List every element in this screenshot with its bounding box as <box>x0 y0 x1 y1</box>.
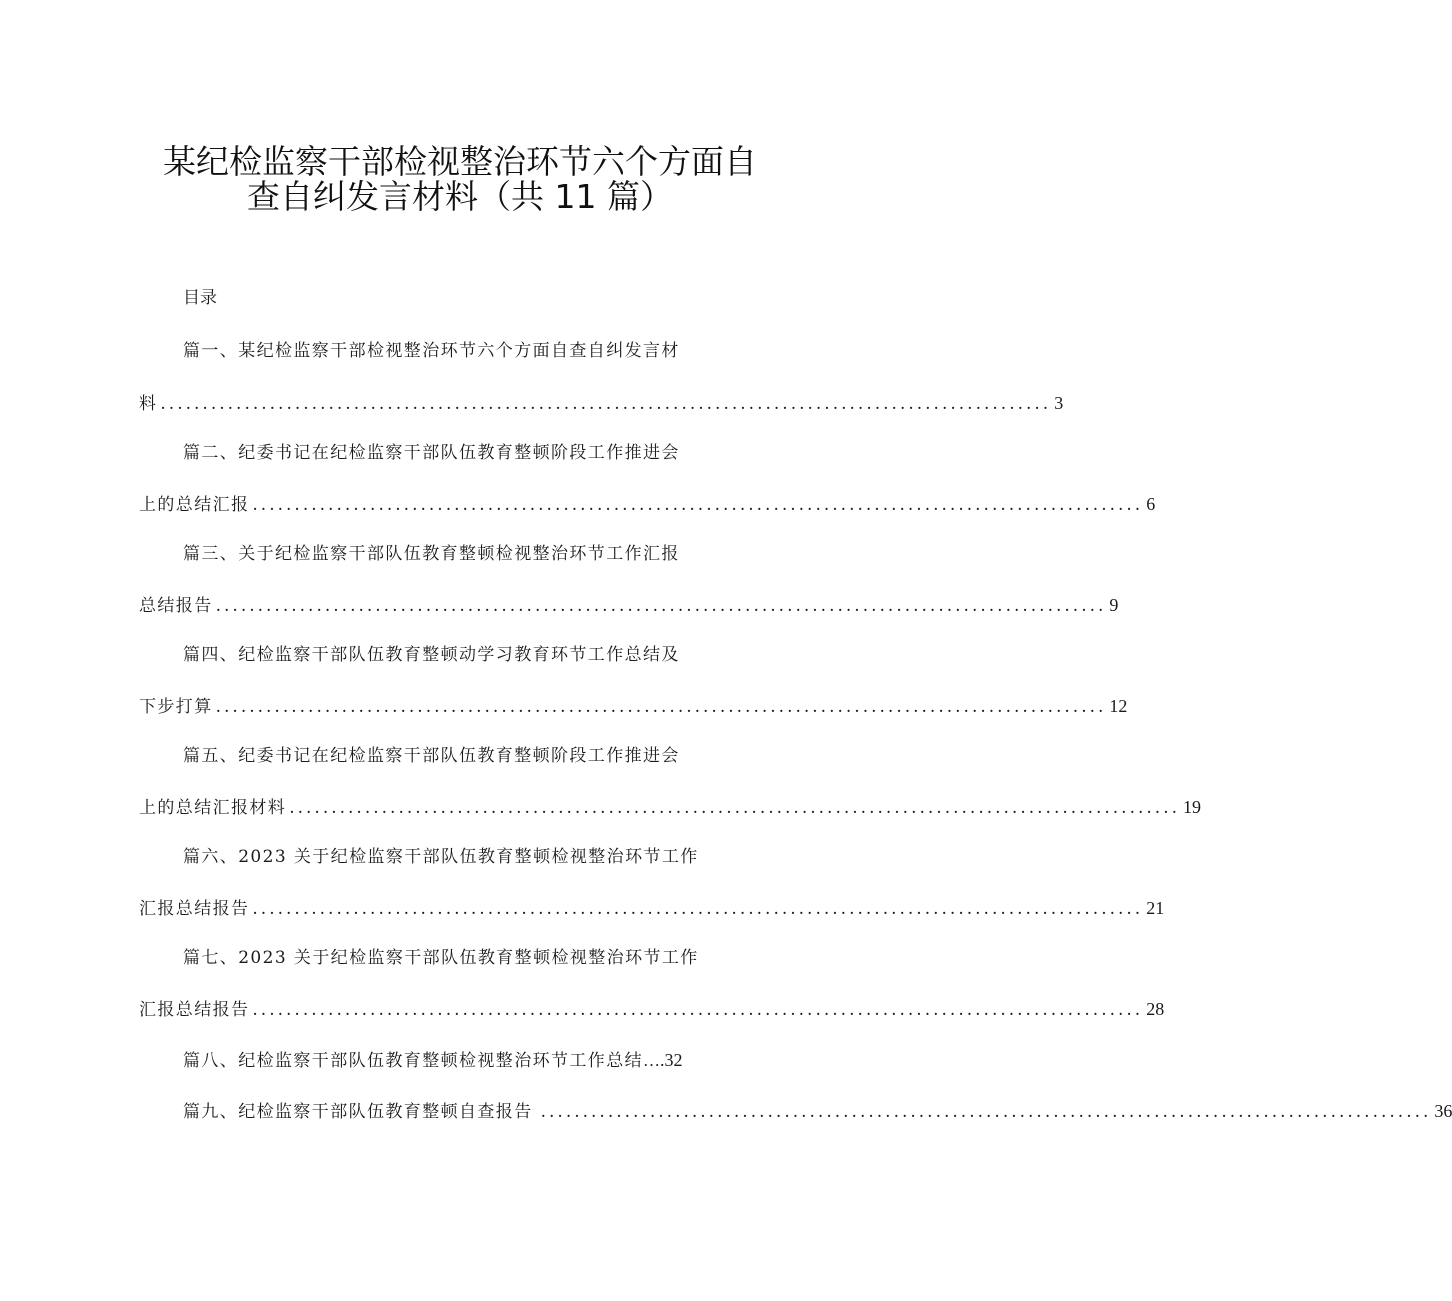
toc-entry-2-title-cont: 上的总结汇报 <box>139 495 250 515</box>
toc-entry-6-page: 21 <box>1146 898 1165 918</box>
toc-entry-7-page: 28 <box>1146 999 1165 1019</box>
toc-entry-2-page: 6 <box>1146 494 1156 514</box>
toc-entry-8[interactable] <box>183 1047 743 1074</box>
toc-entry-4-title[interactable]: 篇四、纪检监察干部队伍教育整顿动学习教育环节工作总结及 <box>183 645 680 665</box>
toc-entry-2-title[interactable]: 篇二、纪委书记在纪检监察干部队伍教育整顿阶段工作推进会 <box>183 443 680 463</box>
toc-entry-1-page: 3 <box>1054 393 1064 413</box>
toc-leader-dots: .......................................................................................................... <box>215 697 1107 717</box>
toc-entry-8-page-prefix: . <box>660 1050 665 1070</box>
toc-leader-dots: .......................................................................................................... <box>252 495 1144 515</box>
toc-entry-4-continuation[interactable] <box>139 693 1128 720</box>
toc-leader-dots: .......................................................................................................... <box>160 394 1052 414</box>
toc-heading: 目录 <box>183 288 217 308</box>
toc-entry-5-title[interactable]: 篇五、纪委书记在纪检监察干部队伍教育整顿阶段工作推进会 <box>183 746 680 766</box>
toc-leader-dots: .......................................................................................................... <box>252 899 1144 919</box>
toc-entry-8-ellipsis: … <box>643 1051 660 1070</box>
toc-entry-5-title-cont: 上的总结汇报材料 <box>139 798 287 818</box>
toc-entry-1-title[interactable]: 篇一、某纪检监察干部检视整治环节六个方面自查自纠发言材 <box>183 341 680 361</box>
toc-entry-7-title[interactable]: 篇七、2023 关于纪检监察干部队伍教育整顿检视整治环节工作 <box>183 948 699 968</box>
toc-leader-dots: .......................................................................................................... <box>215 596 1107 616</box>
toc-entry-3-title-cont: 总结报告 <box>139 596 213 616</box>
toc-leader-dots: .......................................................................................................... <box>540 1102 1432 1122</box>
toc-entry-6-title[interactable]: 篇六、2023 关于纪检监察干部队伍教育整顿检视整治环节工作 <box>183 847 699 867</box>
toc-entry-6-continuation[interactable] <box>139 895 1165 922</box>
toc-entry-1-continuation[interactable] <box>139 390 1064 417</box>
toc-entry-3-page: 9 <box>1109 595 1119 615</box>
document-title-line-2: 查自纠发言材料（共 11 篇） <box>247 177 673 216</box>
toc-entry-7-continuation[interactable] <box>139 996 1165 1023</box>
toc-entry-9-page: 36 <box>1434 1101 1452 1121</box>
toc-entry-5-continuation[interactable] <box>139 794 1202 821</box>
toc-leader-dots: .......................................................................................................... <box>289 798 1181 818</box>
toc-entry-9-title: 篇九、纪检监察干部队伍教育整顿自查报告 <box>183 1102 533 1122</box>
toc-entry-3-title[interactable]: 篇三、关于纪检监察干部队伍教育整顿检视整治环节工作汇报 <box>183 544 680 564</box>
toc-entry-8-page: 32 <box>664 1050 683 1070</box>
toc-entry-6-title-cont: 汇报总结报告 <box>139 899 250 919</box>
toc-entry-5-page: 19 <box>1183 797 1202 817</box>
toc-entry-8-title: 篇八、纪检监察干部队伍教育整顿检视整治环节工作总结 <box>183 1051 643 1071</box>
toc-entry-2-continuation[interactable] <box>139 491 1156 518</box>
toc-entry-3-continuation[interactable] <box>139 592 1119 619</box>
toc-entry-1-title-cont: 料 <box>139 394 158 414</box>
toc-entry-4-title-cont: 下步打算 <box>139 697 213 717</box>
toc-entry-4-page: 12 <box>1109 696 1128 716</box>
toc-leader-dots: .......................................................................................................... <box>252 1000 1144 1020</box>
document-title-line-1: 某纪检监察干部检视整治环节六个方面自 <box>163 142 757 181</box>
toc-entry-7-title-cont: 汇报总结报告 <box>139 1000 250 1020</box>
toc-entry-9[interactable] <box>183 1098 1452 1125</box>
